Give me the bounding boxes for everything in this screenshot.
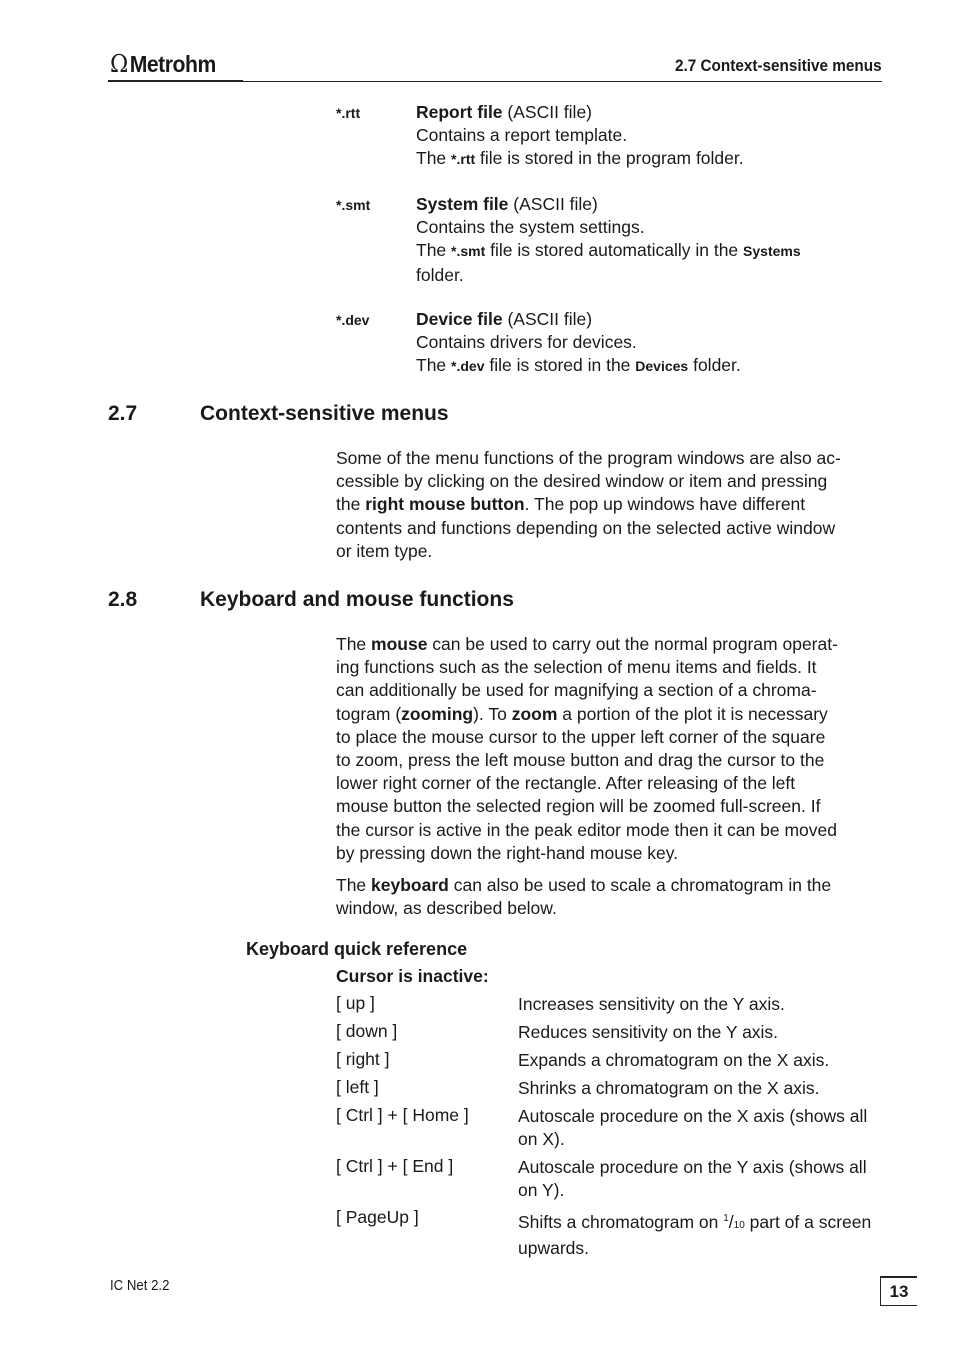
file-ext-label: *.smt	[336, 197, 371, 213]
key-description: Reduces sensitivity on the Y axis.	[518, 1022, 779, 1042]
key-description: Increases sensitivity on the Y axis.	[518, 994, 785, 1014]
section-paragraph: Some of the menu functions of the program windows are also ac- cessible by clicking on the desired window or item and pressing the right mouse button. The pop up windows have different contents and functions depending on the selected active window or item type.	[336, 448, 841, 561]
product-name: IC Net 2.2	[110, 1277, 170, 1294]
cursor-state-heading: Cursor is inactive:	[336, 966, 489, 986]
running-header: 2.7 Context-sensitive menus	[675, 56, 882, 75]
section-number: 2.7	[108, 402, 138, 425]
key-combo: [ down ]	[336, 1021, 398, 1041]
key-combo: [ Ctrl ] + [ Home ]	[336, 1105, 469, 1125]
subsection-heading: Keyboard quick reference	[246, 939, 468, 959]
file-description: Device file (ASCII file) Contains drivers for devices. The *.dev file is stored in the Devices folder.	[416, 309, 741, 376]
key-combo: [ PageUp ]	[336, 1207, 419, 1227]
section-paragraph: The keyboard can also be used to scale a chromatogram in the window, as described below.	[336, 875, 832, 919]
section-title: Context-sensitive menus	[200, 402, 449, 425]
key-description: Autoscale procedure on the Y axis (shows all on Y).	[518, 1157, 867, 1201]
key-description: Shrinks a chromatogram on the X axis.	[518, 1078, 820, 1098]
file-description: Report file (ASCII file) Contains a report template. The *.rtt file is stored in the program folder.	[416, 102, 744, 169]
key-description: Expands a chromatogram on the X axis.	[518, 1050, 830, 1070]
page-number: 13	[880, 1276, 917, 1306]
key-combo: [ left ]	[336, 1077, 379, 1097]
metrohm-logo	[110, 50, 216, 78]
section-paragraph: The mouse can be used to carry out the normal program operat- ing functions such as the selection of menu items and fields. It can additionally be used for magnifying a section of a chroma- togram (zooming). To zoom a portion of the plot it is necessary to place the mouse cursor to the upper left corner of the square to zoom, press the left mouse button and drag the cursor to the lower right corner of the rectangle. After releasing of the left mouse button the selected region will be zoomed full-screen. If the cursor is active in the peak editor mode then it can be moved by pressing down the right-hand mouse key.	[336, 634, 838, 863]
key-combo: [ Ctrl ] + [ End ]	[336, 1156, 454, 1176]
section-title: Keyboard and mouse functions	[200, 588, 514, 611]
key-description: Autoscale procedure on the X axis (shows all on X).	[518, 1106, 868, 1150]
key-combo: [ right ]	[336, 1049, 390, 1069]
section-number: 2.8	[108, 588, 138, 611]
file-description: System file (ASCII file) Contains the system settings. The *.smt file is stored automatically in the Systems folder.	[416, 194, 801, 285]
file-ext-label: *.rtt	[336, 105, 361, 121]
key-description: Shifts a chromatogram on $^1$/10 part of a screen upwards.	[518, 1211, 872, 1259]
key-combo: [ up ]	[336, 993, 375, 1013]
header-rule-accent	[108, 80, 243, 82]
file-ext-label: *.dev	[336, 312, 370, 328]
omega-logo-icon: Ω	[110, 50, 128, 78]
logo-text: Metrohm	[129, 50, 216, 77]
